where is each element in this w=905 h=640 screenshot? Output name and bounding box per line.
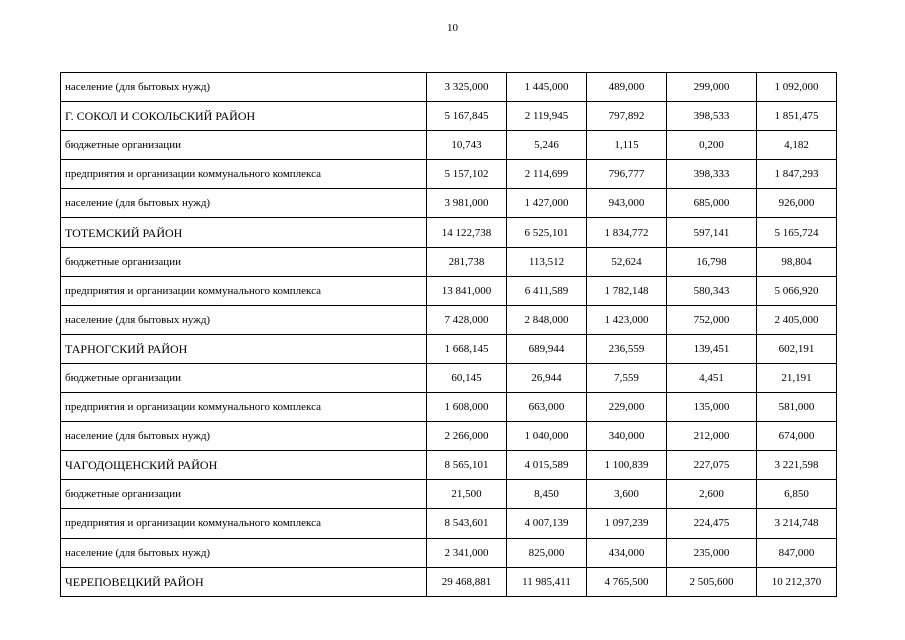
value-cell-col-3: 1 097,239 xyxy=(587,509,667,538)
category-name-cell: бюджетные организации xyxy=(61,363,427,392)
value-cell-col-5: 1 092,000 xyxy=(757,73,837,102)
value-cell-col-5: 3 221,598 xyxy=(757,451,837,480)
value-cell-col-4: 398,333 xyxy=(667,160,757,189)
value-cell-col-4: 4,451 xyxy=(667,363,757,392)
value-cell-col-5: 5 165,724 xyxy=(757,218,837,247)
value-cell-col-1: 7 428,000 xyxy=(427,305,507,334)
value-cell-col-3: 7,559 xyxy=(587,363,667,392)
value-cell-col-5: 21,191 xyxy=(757,363,837,392)
value-cell-col-2: 26,944 xyxy=(507,363,587,392)
value-cell-col-5: 581,000 xyxy=(757,393,837,422)
table-row xyxy=(61,189,837,218)
value-cell-col-1: 14 122,738 xyxy=(427,218,507,247)
value-cell-col-3: 1,115 xyxy=(587,131,667,160)
category-name-cell: бюджетные организации xyxy=(61,131,427,160)
value-cell-col-4: 299,000 xyxy=(667,73,757,102)
value-cell-col-3: 489,000 xyxy=(587,73,667,102)
table-row xyxy=(61,160,837,189)
value-cell-col-1: 1 608,000 xyxy=(427,393,507,422)
district-name-cell: ТАРНОГСКИЙ РАЙОН xyxy=(61,334,427,363)
value-cell-col-4: 0,200 xyxy=(667,131,757,160)
value-cell-col-2: 663,000 xyxy=(507,393,587,422)
value-cell-col-1: 5 157,102 xyxy=(427,160,507,189)
table-row xyxy=(61,73,837,102)
value-cell-col-4: 212,000 xyxy=(667,422,757,451)
value-cell-col-2: 4 015,589 xyxy=(507,451,587,480)
value-cell-col-5: 602,191 xyxy=(757,334,837,363)
value-cell-col-3: 434,000 xyxy=(587,538,667,567)
table-row xyxy=(61,422,837,451)
category-name-cell: предприятия и организации коммунального комплекса xyxy=(61,276,427,305)
value-cell-col-5: 926,000 xyxy=(757,189,837,218)
value-cell-col-4: 580,343 xyxy=(667,276,757,305)
value-cell-col-5: 5 066,920 xyxy=(757,276,837,305)
value-cell-col-5: 674,000 xyxy=(757,422,837,451)
table-row xyxy=(61,247,837,276)
value-cell-col-2: 2 114,699 xyxy=(507,160,587,189)
value-cell-col-3: 52,624 xyxy=(587,247,667,276)
value-cell-col-1: 3 325,000 xyxy=(427,73,507,102)
category-name-cell: население (для бытовых нужд) xyxy=(61,538,427,567)
value-cell-col-3: 1 834,772 xyxy=(587,218,667,247)
value-cell-col-3: 796,777 xyxy=(587,160,667,189)
value-cell-col-1: 5 167,845 xyxy=(427,102,507,131)
value-cell-col-5: 2 405,000 xyxy=(757,305,837,334)
table-row xyxy=(61,393,837,422)
value-cell-col-5: 10 212,370 xyxy=(757,567,837,596)
table-row xyxy=(61,276,837,305)
category-name-cell: бюджетные организации xyxy=(61,247,427,276)
value-cell-col-2: 6 525,101 xyxy=(507,218,587,247)
value-cell-col-4: 224,475 xyxy=(667,509,757,538)
value-cell-col-4: 235,000 xyxy=(667,538,757,567)
category-name-cell: население (для бытовых нужд) xyxy=(61,305,427,334)
value-cell-col-2: 8,450 xyxy=(507,480,587,509)
district-row xyxy=(61,451,837,480)
value-cell-col-1: 2 341,000 xyxy=(427,538,507,567)
value-cell-col-2: 1 427,000 xyxy=(507,189,587,218)
table-row xyxy=(61,131,837,160)
value-cell-col-2: 113,512 xyxy=(507,247,587,276)
value-cell-col-1: 2 266,000 xyxy=(427,422,507,451)
value-cell-col-2: 2 848,000 xyxy=(507,305,587,334)
value-cell-col-3: 1 423,000 xyxy=(587,305,667,334)
value-cell-col-5: 98,804 xyxy=(757,247,837,276)
value-cell-col-3: 1 100,839 xyxy=(587,451,667,480)
value-cell-col-2: 825,000 xyxy=(507,538,587,567)
district-name-cell: Г. СОКОЛ И СОКОЛЬСКИЙ РАЙОН xyxy=(61,102,427,131)
value-cell-col-3: 3,600 xyxy=(587,480,667,509)
value-cell-col-4: 398,533 xyxy=(667,102,757,131)
value-cell-col-4: 139,451 xyxy=(667,334,757,363)
value-cell-col-4: 16,798 xyxy=(667,247,757,276)
value-cell-col-1: 21,500 xyxy=(427,480,507,509)
value-cell-col-3: 229,000 xyxy=(587,393,667,422)
table-row xyxy=(61,509,837,538)
value-cell-col-1: 3 981,000 xyxy=(427,189,507,218)
category-name-cell: бюджетные организации xyxy=(61,480,427,509)
value-cell-col-5: 1 851,475 xyxy=(757,102,837,131)
table-row xyxy=(61,363,837,392)
district-row xyxy=(61,102,837,131)
district-row xyxy=(61,567,837,596)
category-name-cell: предприятия и организации коммунального комплекса xyxy=(61,160,427,189)
district-name-cell: ТОТЕМСКИЙ РАЙОН xyxy=(61,218,427,247)
value-cell-col-1: 8 565,101 xyxy=(427,451,507,480)
district-name-cell: ЧЕРЕПОВЕЦКИЙ РАЙОН xyxy=(61,567,427,596)
value-cell-col-5: 1 847,293 xyxy=(757,160,837,189)
value-cell-col-1: 8 543,601 xyxy=(427,509,507,538)
district-row xyxy=(61,334,837,363)
table-row xyxy=(61,480,837,509)
consumption-table xyxy=(60,72,837,597)
value-cell-col-1: 29 468,881 xyxy=(427,567,507,596)
value-cell-col-1: 1 668,145 xyxy=(427,334,507,363)
value-cell-col-1: 60,145 xyxy=(427,363,507,392)
value-cell-col-2: 1 040,000 xyxy=(507,422,587,451)
value-cell-col-2: 4 007,139 xyxy=(507,509,587,538)
value-cell-col-3: 1 782,148 xyxy=(587,276,667,305)
value-cell-col-1: 281,738 xyxy=(427,247,507,276)
category-name-cell: население (для бытовых нужд) xyxy=(61,422,427,451)
value-cell-col-4: 597,141 xyxy=(667,218,757,247)
value-cell-col-3: 797,892 xyxy=(587,102,667,131)
value-cell-col-4: 2,600 xyxy=(667,480,757,509)
table-row xyxy=(61,538,837,567)
category-name-cell: население (для бытовых нужд) xyxy=(61,73,427,102)
value-cell-col-5: 3 214,748 xyxy=(757,509,837,538)
category-name-cell: предприятия и организации коммунального комплекса xyxy=(61,393,427,422)
table-row xyxy=(61,305,837,334)
value-cell-col-4: 2 505,600 xyxy=(667,567,757,596)
page-number: 10 xyxy=(447,22,458,34)
value-cell-col-1: 13 841,000 xyxy=(427,276,507,305)
category-name-cell: население (для бытовых нужд) xyxy=(61,189,427,218)
value-cell-col-2: 5,246 xyxy=(507,131,587,160)
value-cell-col-5: 4,182 xyxy=(757,131,837,160)
value-cell-col-3: 4 765,500 xyxy=(587,567,667,596)
value-cell-col-1: 10,743 xyxy=(427,131,507,160)
value-cell-col-4: 227,075 xyxy=(667,451,757,480)
value-cell-col-2: 6 411,589 xyxy=(507,276,587,305)
value-cell-col-3: 236,559 xyxy=(587,334,667,363)
value-cell-col-4: 685,000 xyxy=(667,189,757,218)
value-cell-col-3: 943,000 xyxy=(587,189,667,218)
value-cell-col-2: 689,944 xyxy=(507,334,587,363)
district-name-cell: ЧАГОДОЩЕНСКИЙ РАЙОН xyxy=(61,451,427,480)
value-cell-col-2: 2 119,945 xyxy=(507,102,587,131)
value-cell-col-5: 847,000 xyxy=(757,538,837,567)
value-cell-col-2: 11 985,411 xyxy=(507,567,587,596)
value-cell-col-4: 135,000 xyxy=(667,393,757,422)
value-cell-col-5: 6,850 xyxy=(757,480,837,509)
table-body xyxy=(61,73,837,597)
category-name-cell: предприятия и организации коммунального комплекса xyxy=(61,509,427,538)
value-cell-col-3: 340,000 xyxy=(587,422,667,451)
district-row xyxy=(61,218,837,247)
value-cell-col-2: 1 445,000 xyxy=(507,73,587,102)
value-cell-col-4: 752,000 xyxy=(667,305,757,334)
